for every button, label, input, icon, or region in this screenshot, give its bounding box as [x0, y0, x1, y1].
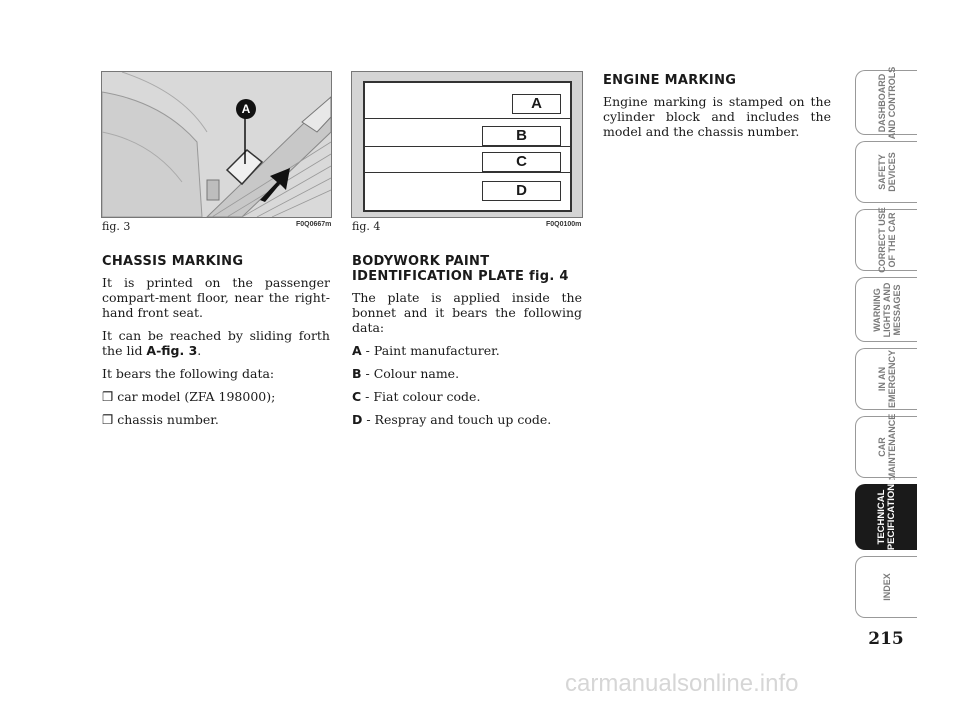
bodywork-item: [352, 366, 582, 381]
bodywork-intro: The plate is applied inside the bonnet and it bears the following data:: [352, 290, 582, 335]
page-number: 215: [868, 629, 904, 649]
figure-4-caption: fig. 4: [352, 220, 381, 233]
plate-divider: [365, 172, 570, 173]
engine-heading: ENGINE MARKING: [603, 73, 737, 88]
engine-section: [603, 73, 831, 147]
bodywork-item-text: - Fiat colour code.: [361, 389, 481, 404]
chassis-paragraph-3: It bears the following data:: [102, 366, 275, 381]
checkbox-icon: ❒: [102, 389, 114, 404]
chassis-heading: CHASSIS MARKING: [102, 254, 244, 269]
figure-3-code: F0Q0667m: [296, 221, 332, 228]
chassis-paragraph-1: It is printed on the passenger compart-ment floor, near the right-hand front seat.: [102, 275, 330, 320]
bodywork-item-key: A: [352, 343, 362, 358]
chassis-bullet-text: car model (ZFA 198000);: [117, 389, 276, 404]
plate-divider: [365, 118, 570, 119]
bodywork-item-text: - Paint manufacturer.: [361, 343, 500, 358]
figure-4-image: [351, 71, 583, 218]
bodywork-item: [352, 412, 582, 427]
tab-safety-devices[interactable]: SAFETY DEVICES: [855, 141, 917, 203]
tab-car-maintenance[interactable]: CAR MAINTENANCE: [855, 416, 917, 478]
bodywork-item-key: B: [352, 366, 362, 381]
chassis-section: [102, 254, 330, 435]
tab-warning-lights[interactable]: WARNING LIGHTS AND MESSAGES: [855, 277, 917, 342]
plate-divider: [365, 146, 570, 147]
chassis-p2-text: It can be reached by sliding forth the lid: [102, 328, 330, 358]
tab-dashboard-and-controls[interactable]: DASHBOARD AND CONTROLS: [855, 70, 917, 135]
paint-plate: [363, 81, 572, 212]
bodywork-item-key: C: [352, 389, 362, 404]
bodywork-item-key: D: [352, 412, 363, 427]
bodywork-section: [352, 254, 582, 435]
bodywork-item-text: - Respray and touch up code.: [362, 412, 552, 427]
bodywork-heading: BODYWORK PAINT IDENTIFICATION PLATE fig. 4: [352, 254, 569, 284]
figure-3-caption: fig. 3: [102, 220, 131, 233]
bodywork-item: [352, 389, 582, 404]
plate-label-c: C: [482, 152, 561, 172]
watermark-text: carmanualsonline.info: [565, 670, 799, 697]
chassis-bullet-text: chassis number.: [117, 412, 219, 427]
tab-correct-use[interactable]: CORRECT USE OF THE CAR: [855, 209, 917, 271]
plate-label-b: B: [482, 126, 561, 146]
chassis-bullet: [102, 412, 330, 427]
plate-label-d: D: [482, 181, 561, 201]
bodywork-item-text: - Colour name.: [361, 366, 460, 381]
floor-lid-illustration: [102, 72, 331, 217]
tab-in-an-emergency[interactable]: IN AN EMERGENCY: [855, 348, 917, 410]
checkbox-icon: ❒: [102, 412, 114, 427]
chassis-fig-reference: A-fig. 3: [146, 343, 198, 358]
engine-text: Engine marking is stamped on the cylinder block and includes the model and the chassis number.: [603, 94, 831, 139]
figure-3-image: [101, 71, 332, 218]
figure-4-code: F0Q0100m: [546, 221, 582, 228]
chassis-bullet: [102, 389, 330, 404]
chassis-paragraph-2: [102, 328, 330, 358]
marker-a: A: [236, 99, 256, 119]
tab-index[interactable]: INDEX: [855, 556, 917, 618]
chassis-p2-end: .: [197, 343, 202, 358]
tab-technical-specifications[interactable]: TECHNICAL SPECIFICATIONS: [855, 484, 917, 550]
plate-label-a: A: [512, 94, 561, 114]
bodywork-item: [352, 343, 582, 358]
